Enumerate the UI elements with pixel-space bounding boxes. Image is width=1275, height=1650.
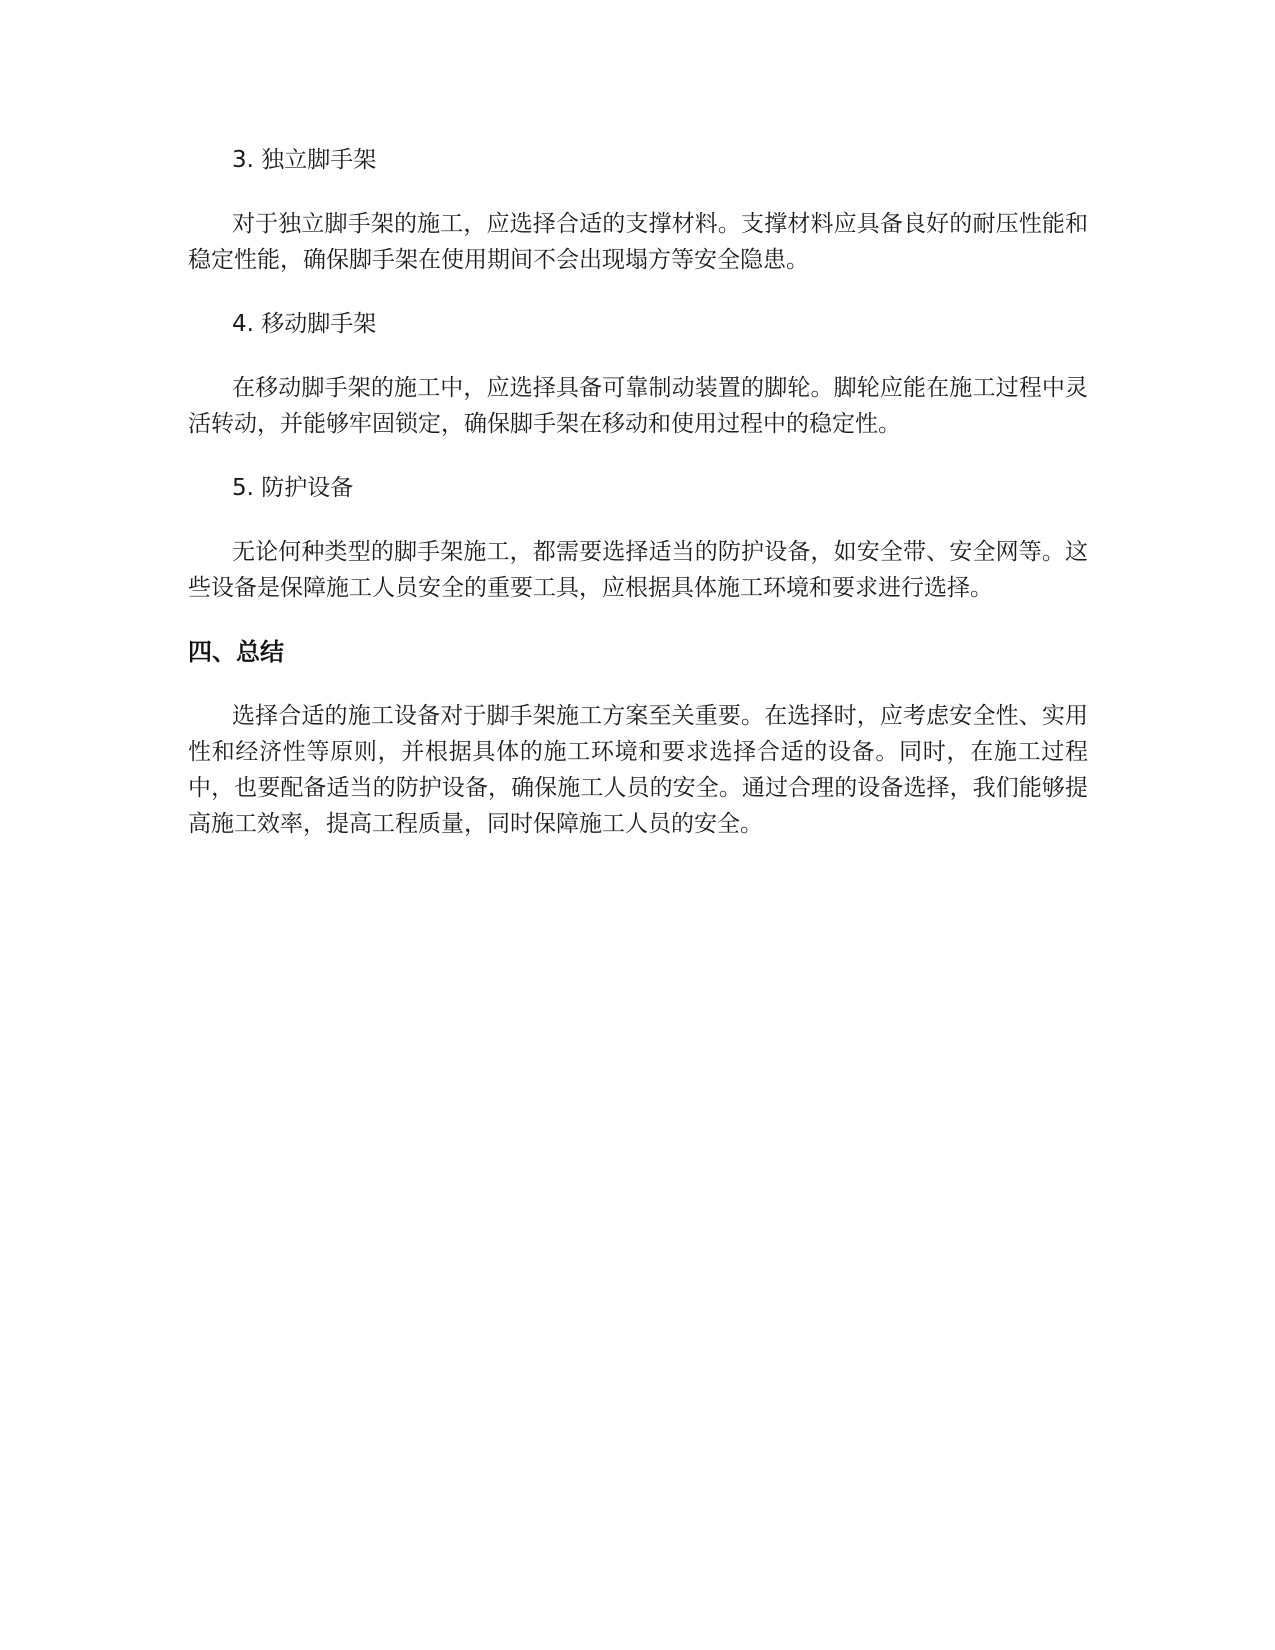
paragraph-summary: 选择合适的施工设备对于脚手架施工方案至关重要。在选择时，应考虑安全性、实用性和经济性等原则，并根据具体的施工环境和要求选择合适的设备。同时，在施工过程中，也要配备适当的防护设备，确保施工人员的安全。通过合理的设备选择，我们能够提高施工效率，提高工程质量，同时保障施工人员的安全。 <box>188 703 1088 837</box>
document-body <box>188 142 1088 870</box>
paragraph-mobile-scaffold: 在移动脚手架的施工中，应选择具备可靠制动装置的脚轮。脚轮应能在施工过程中灵活转动，并能够牢固锁定，确保脚手架在移动和使用过程中的稳定性。 <box>188 375 1088 437</box>
paragraph-independent-scaffold: 对于独立脚手架的施工，应选择合适的支撑材料。支撑材料应具备良好的耐压性能和稳定性能，确保脚手架在使用期间不会出现塌方等安全隐患。 <box>188 211 1088 273</box>
section-heading-summary: 四、总结 <box>188 638 284 666</box>
paragraph-protective-equipment: 无论何种类型的脚手架施工，都需要选择适当的防护设备，如安全带、安全网等。这些设备是保障施工人员安全的重要工具，应根据具体施工环境和要求进行选择。 <box>188 539 1088 601</box>
subheading-independent-scaffold: 3. 独立脚手架 <box>232 147 377 173</box>
subheading-protective-equipment: 5. 防护设备 <box>232 475 354 501</box>
subheading-mobile-scaffold: 4. 移动脚手架 <box>232 311 377 337</box>
